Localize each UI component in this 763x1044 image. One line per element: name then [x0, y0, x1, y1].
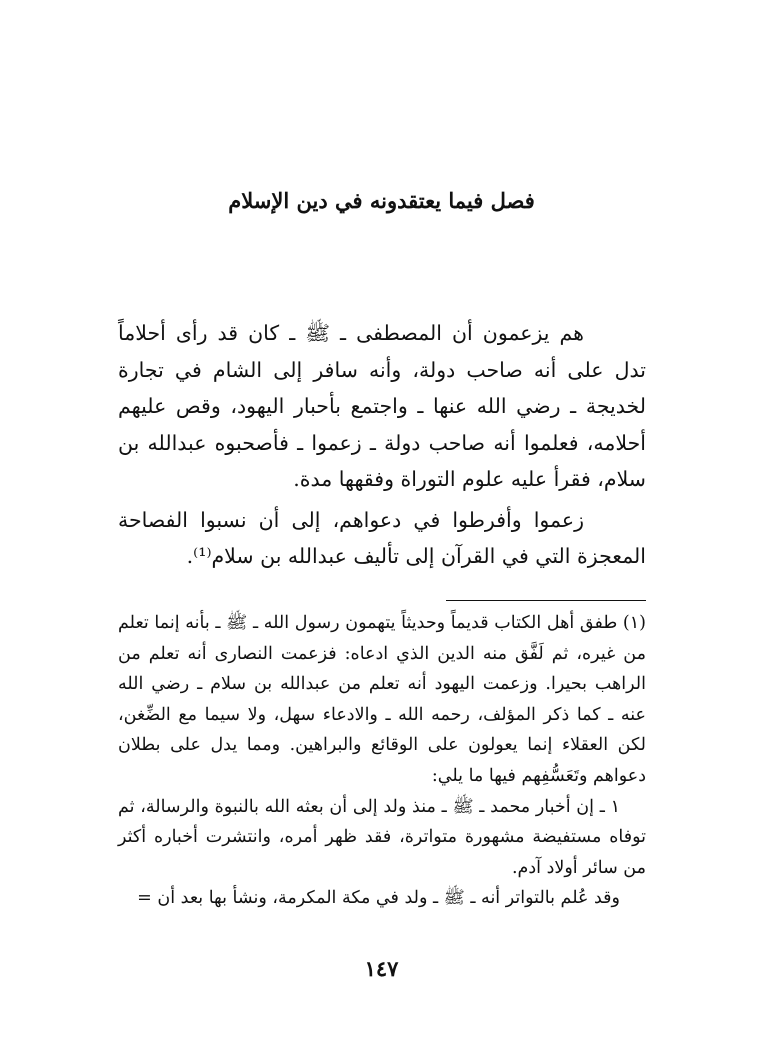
paragraph: هم يزعمون أن المصطفى ـ ﷺ ـ كان قد رأى أحلاماً تدل على أنه صاحب دولة، وأنه سافر إلى الشام في تجارة لخديجة ـ رضي الله عنها ـ واجتمع بأحبار اليهود، وقص عليهم أحلامه، فعلموا أنه صاحب دولة ـ زعموا ـ فأصحبوه عبدالله بن سلام، فقرأ عليه علوم التوراة وفقهها مدة.: [118, 321, 646, 491]
footnote: (١) طفق أهل الكتاب قديماً وحديثاً يتهمون رسول الله ـ ﷺ ـ بأنه إنما تعلم من غيره، ثم لَفَّق منه الدين الذي ادعاه: فزعمت النصارى أنه تعلم من الراهب بحيرا. وزعمت اليهود أنه تعلم من عبدالله بن سلام ـ رضي الله عنه ـ كما ذكر المؤلف، رحمه الله ـ والادعاء سهل، ولا سيما مع الضِّغن، لكن العقلاء إنما يعولون على الوقائع والبراهين. ومما يدل على بطلان دعواهم وتَعَسُّفِهم فيها ما يلي:: [118, 613, 646, 786]
paragraph: زعموا وأفرطوا في دعواهم، إلى أن نسبوا الفصاحة المعجزة التي في القرآن إلى تأليف عبدالله بن سلام⁽¹⁾.: [118, 507, 646, 568]
footnote-continuation: وقد عُلم بالتواتر أنه ـ ﷺ ـ ولد في مكة المكرمة، ونشأ بها بعد أن =: [137, 888, 620, 909]
footnotes: [118, 608, 646, 914]
footnote-divider: [446, 600, 646, 601]
main-text: [118, 315, 646, 575]
page-number: ١٤٧: [364, 956, 399, 981]
footnote-point: ١ ـ إن أخبار محمد ـ ﷺ ـ منذ ولد إلى أن بعثه الله بالنبوة والرسالة، ثم توفاه مستفيضة مشهورة متواترة، فقد ظهر أمره، وانتشرت أخباره أكثر من سائر أولاد آدم.: [118, 796, 646, 878]
chapter-title: فصل فيما يعتقدونه في دين الإسلام: [228, 188, 535, 213]
